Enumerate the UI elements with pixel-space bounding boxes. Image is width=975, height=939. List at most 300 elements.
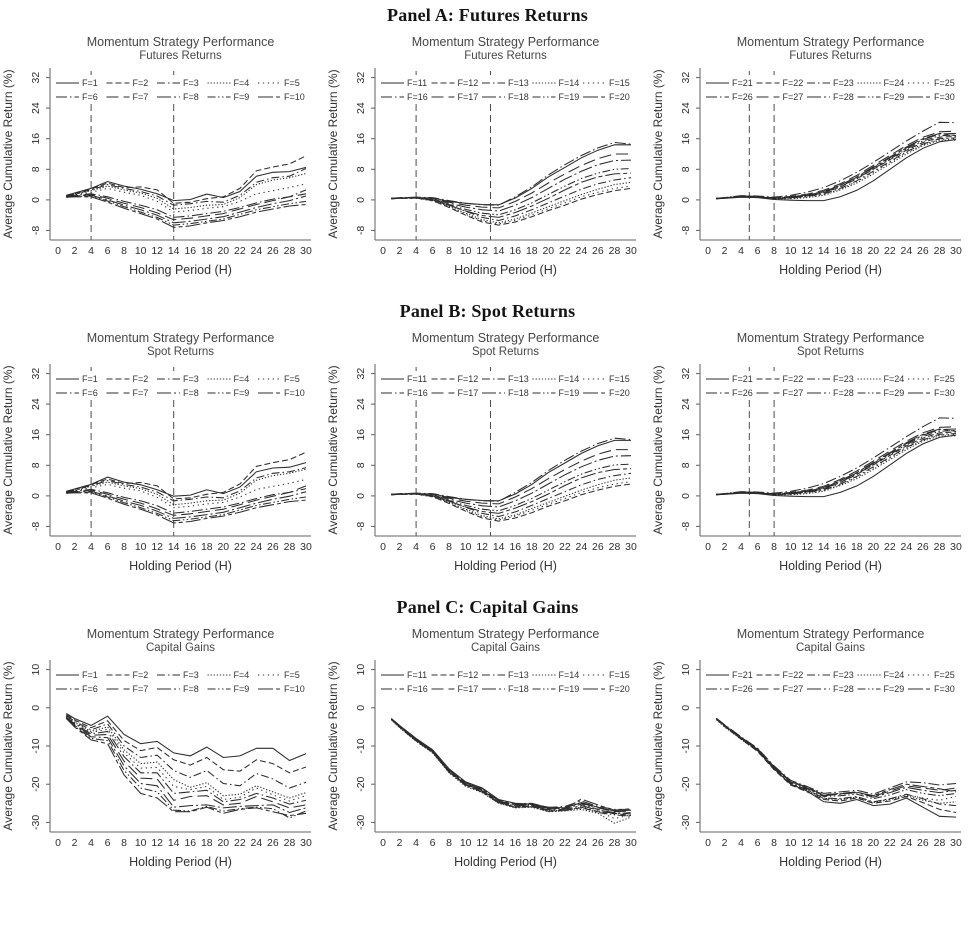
x-tick-4: 4: [738, 541, 745, 553]
x-tick-16: 16: [509, 837, 522, 849]
y-tick--10: -10: [355, 738, 367, 754]
chart-subtitle: Futures Returns: [139, 50, 222, 62]
legend-label-F=13: F=13: [508, 374, 529, 384]
x-tick-4: 4: [413, 541, 420, 553]
y-tick-labels: [30, 664, 50, 830]
legend-label-F=9: F=9: [233, 388, 250, 398]
legend-label-F=13: F=13: [508, 78, 529, 88]
x-tick-0: 0: [705, 245, 711, 257]
y-tick--8: -8: [30, 225, 42, 236]
y-tick-10: 10: [30, 663, 42, 676]
series-F=15: [391, 482, 631, 520]
series-F=27: [716, 719, 956, 797]
legend-label-F=6: F=6: [82, 684, 98, 694]
legend-label-F=19: F=19: [558, 684, 580, 694]
x-tick-18: 18: [850, 541, 863, 553]
x-tick-14: 14: [492, 541, 505, 553]
legend-label-F=13: F=13: [508, 670, 529, 680]
x-tick-26: 26: [917, 245, 929, 257]
legend-label-F=15: F=15: [609, 374, 630, 384]
chart-cell-c1: [0, 619, 325, 888]
x-tick-6: 6: [754, 541, 761, 553]
chart-b1: [0, 358, 325, 592]
y-axis-title: Average Cumulative Return (%): [1, 69, 15, 239]
y-tick-labels: [355, 664, 375, 830]
panel-c-header: Panel C: Capital Gains: [396, 597, 579, 617]
series-F=7: [66, 486, 306, 516]
x-tick-30: 30: [625, 837, 637, 849]
legend-label-F=18: F=18: [508, 388, 529, 398]
x-tick-10: 10: [784, 541, 797, 553]
legend-label-F=5: F=5: [284, 78, 300, 88]
legend-label-F=26: F=26: [732, 92, 753, 102]
figure-page: [0, 5, 975, 888]
chart-title: Momentum Strategy Performance: [86, 627, 275, 641]
y-tick-8: 8: [355, 462, 367, 469]
panel-c: [0, 597, 975, 888]
panel-a: [0, 5, 975, 296]
x-tick-16: 16: [834, 837, 847, 849]
series-lines: [66, 156, 306, 228]
x-tick-30: 30: [300, 837, 312, 849]
y-tick-labels: [30, 72, 50, 235]
x-tick-4: 4: [413, 245, 420, 257]
chart-title: Momentum Strategy Performance: [86, 35, 275, 49]
x-tick-10: 10: [459, 541, 472, 553]
y-tick-24: 24: [30, 102, 42, 114]
x-tick-8: 8: [121, 245, 128, 257]
y-tick-8: 8: [680, 462, 692, 469]
x-tick-10: 10: [134, 245, 147, 257]
x-tick-8: 8: [446, 541, 453, 553]
y-tick-16: 16: [355, 132, 367, 145]
x-tick-18: 18: [850, 837, 863, 849]
legend: [702, 75, 959, 104]
x-tick-6: 6: [429, 837, 436, 849]
x-tick-labels: [55, 541, 312, 553]
legend-label-F=24: F=24: [883, 78, 905, 88]
x-tick-24: 24: [575, 837, 588, 849]
series-F=19: [391, 169, 631, 215]
legend: [52, 667, 309, 696]
x-tick-0: 0: [705, 541, 711, 553]
y-tick--20: -20: [680, 776, 692, 792]
x-tick-14: 14: [492, 245, 505, 257]
x-tick-26: 26: [592, 837, 604, 849]
legend-label-F=8: F=8: [183, 388, 199, 398]
legend-label-F=10: F=10: [284, 388, 305, 398]
x-tick-20: 20: [217, 245, 230, 257]
x-tick-22: 22: [884, 837, 896, 849]
x-tick-18: 18: [200, 541, 213, 553]
series-F=21: [716, 140, 956, 201]
y-tick--20: -20: [355, 776, 367, 792]
chart-a3: [650, 62, 975, 296]
legend-label-F=15: F=15: [609, 670, 630, 680]
x-tick-4: 4: [738, 245, 745, 257]
legend-label-F=12: F=12: [457, 374, 479, 384]
legend-label-F=30: F=30: [934, 684, 955, 694]
x-tick-12: 12: [476, 245, 489, 257]
legend-label-F=27: F=27: [782, 92, 804, 102]
x-tick-4: 4: [88, 245, 95, 257]
legend-label-F=5: F=5: [284, 670, 300, 680]
x-tick-16: 16: [184, 837, 197, 849]
x-tick-20: 20: [867, 245, 880, 257]
x-tick-2: 2: [396, 837, 403, 849]
y-tick-32: 32: [30, 367, 42, 380]
series-F=20: [391, 719, 631, 810]
x-tick-6: 6: [429, 245, 436, 257]
x-tick-8: 8: [771, 245, 778, 257]
legend-label-F=8: F=8: [183, 684, 199, 694]
legend: [377, 371, 634, 400]
x-tick-12: 12: [151, 245, 164, 257]
y-tick-0: 0: [355, 704, 367, 711]
x-tick-18: 18: [525, 245, 538, 257]
y-tick-32: 32: [680, 71, 692, 84]
legend-label-F=19: F=19: [558, 92, 580, 102]
y-tick-0: 0: [680, 492, 692, 499]
series-lines: [716, 718, 956, 817]
series-F=23: [716, 138, 956, 199]
y-tick-labels: [680, 72, 700, 235]
series-F=11: [391, 145, 631, 205]
series-F=28: [716, 719, 956, 797]
x-tick-2: 2: [71, 837, 78, 849]
x-tick-20: 20: [867, 541, 880, 553]
x-tick-26: 26: [917, 541, 929, 553]
x-tick-22: 22: [884, 541, 896, 553]
x-tick-28: 28: [608, 245, 621, 257]
x-tick-30: 30: [300, 245, 312, 257]
chart-cell-b1: [0, 323, 325, 592]
x-tick-20: 20: [867, 837, 880, 849]
y-tick-labels: [680, 664, 700, 830]
chart-c3: [650, 654, 975, 888]
y-tick-24: 24: [30, 398, 42, 410]
x-tick-10: 10: [784, 245, 797, 257]
chart-title: Momentum Strategy Performance: [411, 35, 600, 49]
y-tick-labels: [355, 72, 375, 235]
chart-title: Momentum Strategy Performance: [736, 331, 925, 345]
x-tick-4: 4: [413, 837, 420, 849]
x-tick-0: 0: [705, 837, 711, 849]
x-tick-22: 22: [559, 541, 571, 553]
legend-label-F=19: F=19: [558, 388, 580, 398]
y-tick-0: 0: [680, 196, 692, 203]
x-tick-6: 6: [754, 245, 761, 257]
x-tick-8: 8: [121, 837, 128, 849]
x-tick-16: 16: [184, 245, 197, 257]
x-tick-0: 0: [55, 245, 61, 257]
series-F=11: [391, 719, 631, 812]
chart-cell-b3: [650, 323, 975, 592]
x-tick-14: 14: [492, 837, 505, 849]
series-F=2: [66, 156, 306, 203]
x-tick-28: 28: [283, 541, 296, 553]
y-tick-0: 0: [355, 492, 367, 499]
chart-title: Momentum Strategy Performance: [411, 331, 600, 345]
x-tick-20: 20: [217, 837, 230, 849]
series-F=24: [716, 720, 956, 804]
x-tick-0: 0: [380, 245, 386, 257]
x-tick-20: 20: [542, 837, 555, 849]
x-tick-18: 18: [525, 837, 538, 849]
series-F=5: [66, 717, 306, 801]
series-F=15: [391, 186, 631, 224]
legend-label-F=22: F=22: [782, 78, 804, 88]
x-axis-title: Holding Period (H): [129, 263, 232, 277]
legend-label-F=21: F=21: [732, 670, 753, 680]
y-tick--30: -30: [355, 814, 367, 830]
panel-a-header: Panel A: Futures Returns: [387, 5, 588, 25]
legend-label-F=21: F=21: [732, 78, 753, 88]
legend-label-F=26: F=26: [732, 684, 753, 694]
chart-cell-a2: [325, 27, 650, 296]
y-tick-8: 8: [30, 462, 42, 469]
x-tick-16: 16: [834, 541, 847, 553]
legend-label-F=9: F=9: [233, 92, 250, 102]
x-tick-labels: [55, 245, 312, 257]
series-F=14: [391, 720, 631, 824]
y-tick-16: 16: [30, 428, 42, 441]
x-tick-22: 22: [234, 837, 246, 849]
y-tick--8: -8: [680, 521, 692, 532]
legend-label-F=2: F=2: [132, 78, 149, 88]
x-axis-title: Holding Period (H): [779, 263, 882, 277]
x-tick-18: 18: [850, 245, 863, 257]
x-tick-22: 22: [559, 245, 571, 257]
y-axis-title: Average Cumulative Return (%): [651, 69, 665, 239]
x-tick-24: 24: [900, 541, 913, 553]
legend-label-F=27: F=27: [782, 388, 804, 398]
legend-label-F=29: F=29: [883, 388, 905, 398]
x-tick-30: 30: [950, 245, 962, 257]
y-axis-title: Average Cumulative Return (%): [1, 661, 15, 831]
series-F=3: [66, 715, 306, 788]
y-axis-title: Average Cumulative Return (%): [651, 365, 665, 535]
legend-label-F=30: F=30: [934, 388, 955, 398]
legend-label-F=5: F=5: [284, 374, 300, 384]
x-tick-28: 28: [608, 541, 621, 553]
series-F=2: [66, 452, 306, 499]
x-tick-20: 20: [542, 245, 555, 257]
x-axis-title: Holding Period (H): [129, 855, 232, 869]
x-tick-6: 6: [754, 837, 761, 849]
series-F=19: [391, 464, 631, 511]
x-tick-12: 12: [476, 541, 489, 553]
x-tick-18: 18: [525, 541, 538, 553]
legend-label-F=17: F=17: [457, 92, 479, 102]
y-axis-title: Average Cumulative Return (%): [326, 69, 340, 239]
x-tick-28: 28: [933, 245, 946, 257]
series-F=17: [391, 719, 631, 812]
y-tick-16: 16: [680, 428, 692, 441]
legend-label-F=10: F=10: [284, 684, 305, 694]
x-tick-14: 14: [167, 245, 180, 257]
series-lines: [391, 438, 631, 521]
x-tick-2: 2: [71, 541, 78, 553]
legend-label-F=25: F=25: [934, 374, 955, 384]
chart-b2: [325, 358, 650, 592]
series-F=4: [66, 716, 306, 798]
y-tick-8: 8: [30, 166, 42, 173]
legend-label-F=30: F=30: [934, 92, 955, 102]
x-tick-2: 2: [396, 245, 403, 257]
legend-label-F=2: F=2: [132, 374, 149, 384]
legend-label-F=4: F=4: [233, 78, 250, 88]
chart-title: Momentum Strategy Performance: [86, 331, 275, 345]
y-tick--8: -8: [30, 521, 42, 532]
legend-label-F=12: F=12: [457, 670, 479, 680]
legend-label-F=26: F=26: [732, 388, 753, 398]
legend-label-F=22: F=22: [782, 670, 804, 680]
chart-cell-c3: [650, 619, 975, 888]
x-tick-24: 24: [250, 837, 263, 849]
legend-label-F=6: F=6: [82, 388, 98, 398]
series-lines: [391, 143, 631, 226]
x-tick-28: 28: [933, 837, 946, 849]
x-tick-16: 16: [184, 541, 197, 553]
y-tick-16: 16: [680, 132, 692, 145]
legend-label-F=14: F=14: [558, 670, 580, 680]
legend-label-F=18: F=18: [508, 684, 529, 694]
x-tick-8: 8: [771, 837, 778, 849]
x-tick-4: 4: [88, 837, 95, 849]
x-tick-24: 24: [250, 541, 263, 553]
chart-title: Momentum Strategy Performance: [411, 627, 600, 641]
x-tick-labels: [380, 541, 637, 553]
legend-label-F=6: F=6: [82, 92, 98, 102]
legend-label-F=1: F=1: [82, 374, 98, 384]
legend-label-F=14: F=14: [558, 374, 580, 384]
legend-label-F=1: F=1: [82, 670, 98, 680]
x-axis-title: Holding Period (H): [779, 559, 882, 573]
x-tick-14: 14: [817, 541, 830, 553]
y-tick-32: 32: [680, 367, 692, 380]
x-tick-26: 26: [267, 837, 279, 849]
x-axis-title: Holding Period (H): [454, 855, 557, 869]
y-tick-0: 0: [30, 196, 42, 203]
x-tick-30: 30: [950, 837, 962, 849]
y-tick--8: -8: [355, 225, 367, 236]
legend-label-F=21: F=21: [732, 374, 753, 384]
x-tick-10: 10: [134, 541, 147, 553]
chart-a2: [325, 62, 650, 296]
series-F=21: [716, 719, 956, 818]
y-tick-10: 10: [680, 663, 692, 676]
legend-label-F=16: F=16: [407, 388, 428, 398]
series-F=18: [391, 456, 631, 507]
legend: [377, 667, 634, 696]
x-tick-6: 6: [104, 837, 111, 849]
x-tick-2: 2: [396, 541, 403, 553]
chart-subtitle: Futures Returns: [464, 50, 547, 62]
legend: [52, 75, 309, 104]
x-tick-12: 12: [151, 837, 164, 849]
x-tick-labels: [705, 837, 962, 849]
x-tick-28: 28: [283, 837, 296, 849]
x-tick-6: 6: [104, 245, 111, 257]
x-tick-8: 8: [771, 541, 778, 553]
x-tick-4: 4: [738, 837, 745, 849]
chart-title: Momentum Strategy Performance: [736, 627, 925, 641]
series-lines: [716, 122, 956, 200]
y-tick--8: -8: [680, 225, 692, 236]
x-tick-24: 24: [575, 245, 588, 257]
y-tick--10: -10: [30, 738, 42, 754]
x-tick-18: 18: [200, 837, 213, 849]
x-tick-24: 24: [250, 245, 263, 257]
x-tick-2: 2: [71, 245, 78, 257]
legend: [377, 75, 634, 104]
series-F=19: [391, 720, 631, 817]
x-tick-14: 14: [817, 245, 830, 257]
y-tick-24: 24: [680, 102, 692, 114]
chart-subtitle: Spot Returns: [796, 346, 865, 358]
x-tick-16: 16: [509, 541, 522, 553]
y-tick--8: -8: [355, 521, 367, 532]
y-tick-32: 32: [355, 71, 367, 84]
legend-label-F=3: F=3: [183, 78, 199, 88]
x-tick-10: 10: [134, 837, 147, 849]
legend-label-F=17: F=17: [457, 684, 479, 694]
y-tick-24: 24: [355, 102, 367, 114]
x-tick-26: 26: [267, 245, 279, 257]
series-F=12: [391, 719, 631, 815]
x-tick-22: 22: [559, 837, 571, 849]
legend-label-F=18: F=18: [508, 92, 529, 102]
chart-cell-b2: [325, 323, 650, 592]
series-lines: [66, 452, 306, 523]
x-tick-2: 2: [721, 541, 728, 553]
x-axis-title: Holding Period (H): [129, 559, 232, 573]
x-tick-14: 14: [167, 541, 180, 553]
legend-label-F=3: F=3: [183, 374, 199, 384]
x-tick-14: 14: [167, 837, 180, 849]
legend-label-F=9: F=9: [233, 684, 250, 694]
series-F=6: [66, 489, 306, 513]
panel-c-row: [0, 619, 975, 888]
chart-b3: [650, 358, 975, 592]
x-axis-title: Holding Period (H): [454, 263, 557, 277]
x-tick-28: 28: [283, 245, 296, 257]
legend: [52, 371, 309, 400]
y-axis-title: Average Cumulative Return (%): [326, 661, 340, 831]
series-F=1: [66, 714, 306, 761]
legend-label-F=17: F=17: [457, 388, 479, 398]
legend-label-F=24: F=24: [883, 374, 905, 384]
legend-label-F=8: F=8: [183, 92, 199, 102]
y-tick--20: -20: [30, 776, 42, 792]
x-tick-12: 12: [801, 541, 814, 553]
legend-label-F=20: F=20: [609, 684, 630, 694]
y-tick--10: -10: [680, 738, 692, 754]
x-tick-26: 26: [592, 245, 604, 257]
legend-label-F=11: F=11: [407, 78, 428, 88]
x-tick-26: 26: [917, 837, 929, 849]
x-tick-12: 12: [151, 541, 164, 553]
x-tick-0: 0: [55, 837, 61, 849]
x-tick-16: 16: [509, 245, 522, 257]
x-tick-10: 10: [459, 245, 472, 257]
panel-b-header: Panel B: Spot Returns: [399, 301, 576, 321]
legend-label-F=3: F=3: [183, 670, 199, 680]
x-tick-30: 30: [950, 541, 962, 553]
legend-label-F=28: F=28: [833, 92, 854, 102]
series-F=24: [716, 436, 956, 495]
